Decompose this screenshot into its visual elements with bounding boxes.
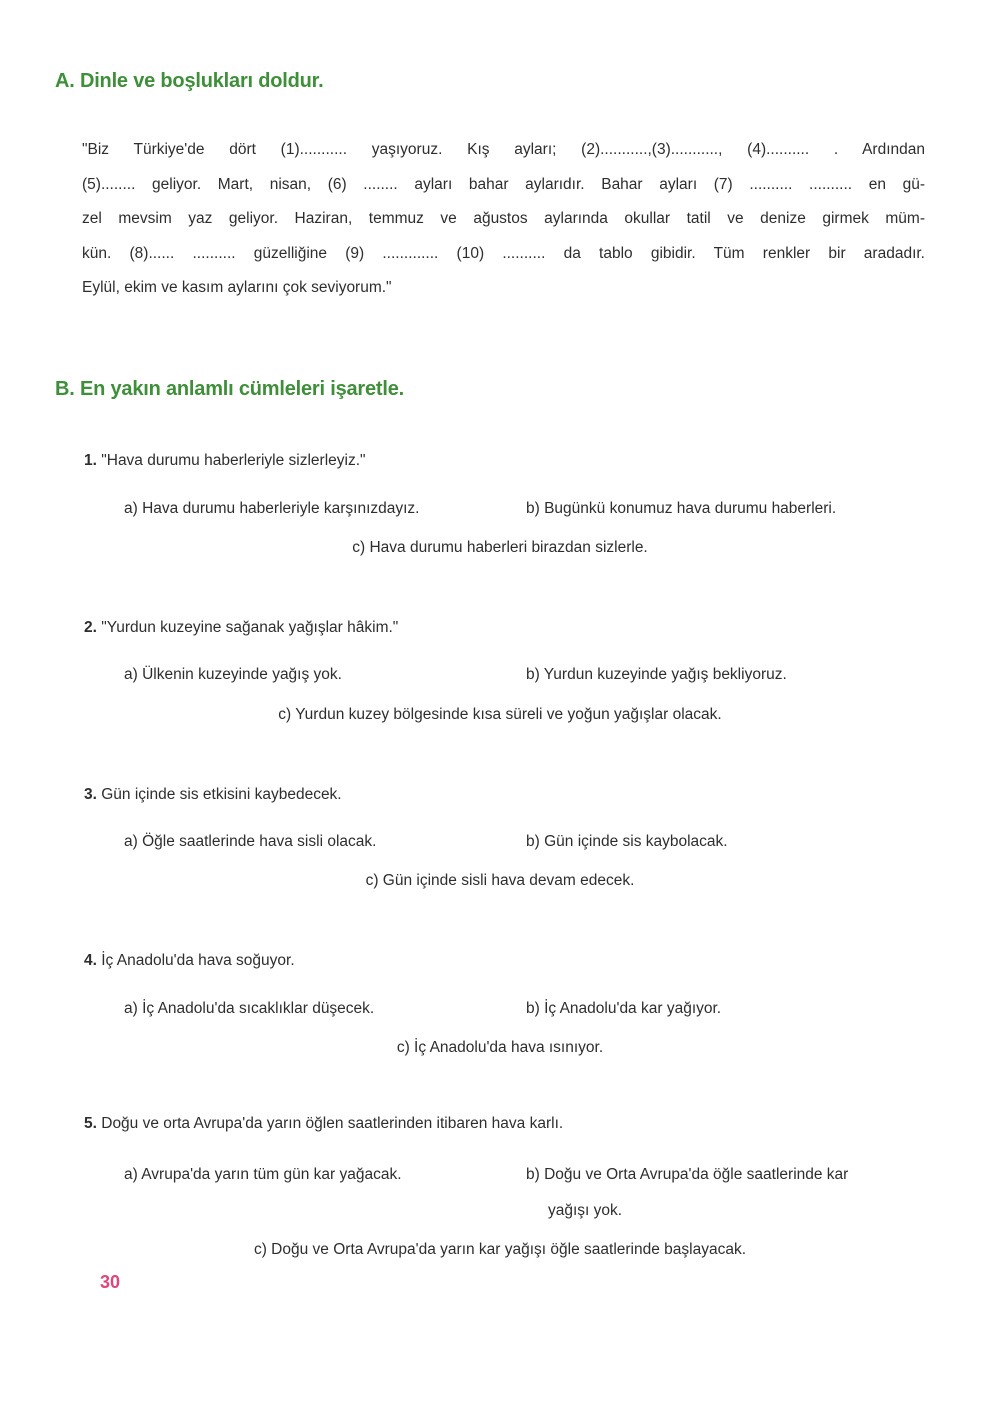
question-text: Doğu ve orta Avrupa'da yarın öğlen saatlerinden itibaren hava karlı. (96, 1115, 564, 1132)
passage-line: Eylül, ekim ve kasım aylarını çok seviyorum." (82, 279, 392, 296)
question-5-option-a[interactable]: a) Avrupa'da yarın tüm gün kar yağacak. (124, 1166, 402, 1183)
question-text: "Yurdun kuzeyine sağanak yağışlar hâkim." (96, 619, 399, 636)
section-a-heading: A. Dinle ve boşlukları doldur. (55, 70, 324, 92)
question-4-title (84, 952, 295, 970)
question-number: 1. (84, 452, 97, 469)
listening-passage (82, 133, 925, 306)
question-number: 4. (84, 952, 97, 969)
question-2-option-a[interactable]: a) Ülkenin kuzeyinde yağış yok. (124, 666, 342, 683)
question-2-option-b[interactable]: b) Yurdun kuzeyinde yağış bekliyoruz. (526, 666, 787, 683)
question-5-option-c[interactable]: c) Doğu ve Orta Avrupa'da yarın kar yağışı öğle saatlerinde başlayacak. (253, 1241, 747, 1258)
question-1-option-c[interactable]: c) Hava durumu haberleri birazdan sizlerle. (352, 539, 648, 556)
question-3-option-c[interactable]: c) Gün içinde sisli hava devam edecek. (365, 872, 635, 889)
passage-line: kün. (8)...... .......... güzelliğine (9) ............. (10) .......... da tablo gibidir. Tüm renkler bir aradadır. (82, 244, 925, 262)
question-1-option-b[interactable]: b) Bugünkü konumuz hava durumu haberleri. (526, 500, 837, 517)
question-1-title (84, 452, 366, 470)
question-3-title (84, 786, 342, 804)
question-4-option-c[interactable]: c) İç Anadolu'da hava ısınıyor. (396, 1039, 604, 1056)
option-b-line: yağışı yok. (548, 1202, 623, 1219)
question-4-option-b[interactable]: b) İç Anadolu'da kar yağıyor. (526, 1000, 722, 1017)
question-3-option-b[interactable]: b) Gün içinde sis kaybolacak. (526, 833, 728, 850)
question-1-option-a[interactable]: a) Hava durumu haberleriyle karşınızdayız. (124, 500, 420, 517)
passage-line: "Biz Türkiye'de dört (1)........... yaşıyoruz. Kış ayları; (2)...........,(3)..........., (4).......... . Ardından (82, 141, 925, 158)
question-text: Gün içinde sis etkisini kaybedecek. (96, 786, 342, 803)
page-number: 30 (100, 1272, 121, 1292)
question-5-title (84, 1115, 563, 1133)
section-b-heading: B. En yakın anlamlı cümleleri işaretle. (55, 378, 405, 400)
question-text: İç Anadolu'da hava soğuyor. (96, 952, 295, 969)
passage-line: (5)........ geliyor. Mart, nisan, (6) ........ ayları bahar aylarıdır. Bahar ayları (7) .......... .......... en gü- (82, 175, 925, 193)
question-text: "Hava durumu haberleriyle sizlerleyiz." (96, 452, 366, 469)
question-number: 3. (84, 786, 97, 803)
option-b-line: b) Doğu ve Orta Avrupa'da öğle saatlerinde kar (526, 1166, 849, 1183)
passage-line: zel mevsim yaz geliyor. Haziran, temmuz ve ağustos aylarında okullar tatil ve denize girmek müm- (82, 210, 925, 227)
question-4-option-a[interactable]: a) İç Anadolu'da sıcaklıklar düşecek. (124, 1000, 375, 1017)
question-2-option-c[interactable]: c) Yurdun kuzey bölgesinde kısa süreli ve yoğun yağışlar olacak. (278, 706, 722, 723)
question-number: 5. (84, 1115, 97, 1132)
question-5-option-b[interactable] (526, 1157, 926, 1229)
question-2-title (84, 619, 398, 637)
question-3-option-a[interactable]: a) Öğle saatlerinde hava sisli olacak. (124, 833, 377, 850)
question-number: 2. (84, 619, 97, 636)
